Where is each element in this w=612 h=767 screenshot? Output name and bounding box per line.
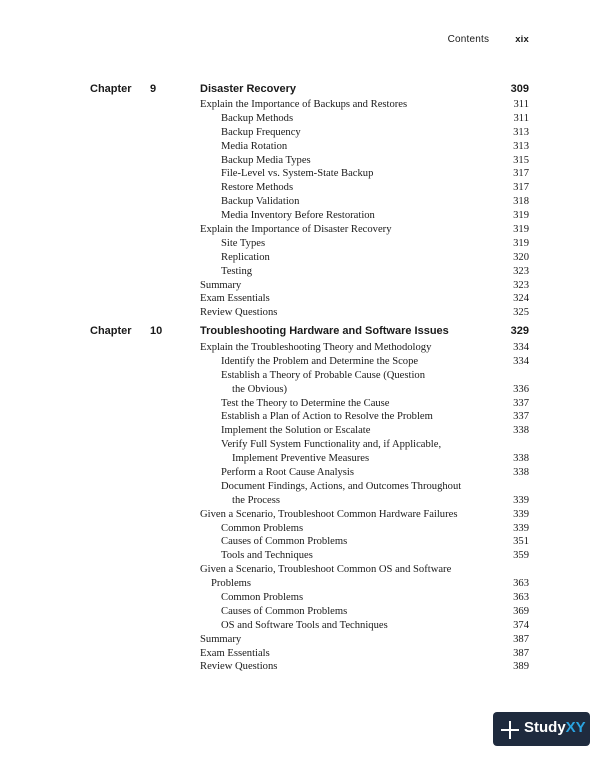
toc-entry[interactable]	[0, 195, 612, 209]
chapter-number: 9	[150, 83, 157, 95]
toc-entry[interactable]	[0, 292, 612, 306]
toc-entry-title: Exam Essentials	[200, 647, 270, 659]
plus-icon	[501, 721, 519, 739]
toc-entry[interactable]	[0, 438, 612, 452]
toc-entry-page: 338	[513, 425, 529, 437]
toc-entry-page: 339	[513, 522, 529, 534]
toc-entry[interactable]	[0, 591, 612, 605]
toc-entry[interactable]	[0, 306, 612, 320]
toc-entry-title: Site Types	[221, 237, 266, 249]
toc-entry-title: Summary	[200, 633, 242, 645]
toc-entry[interactable]	[0, 535, 612, 549]
toc-entry-page: 387	[513, 633, 529, 645]
toc-entry-title: the Obvious)	[232, 383, 288, 395]
toc-entry-page: 336	[513, 383, 529, 395]
toc-entry-page: 334	[513, 342, 529, 353]
chapter-page: 329	[510, 325, 529, 337]
toc-entry-page: 339	[513, 494, 529, 506]
toc-entry-title: Explain the Importance of Disaster Recovery	[200, 224, 392, 236]
toc-entry[interactable]	[0, 140, 612, 154]
running-head	[448, 34, 529, 45]
toc-entry-title: Explain the Importance of Backups and Restores	[200, 99, 408, 110]
toc-entry[interactable]	[0, 522, 612, 536]
toc-entry-title: Media Inventory Before Restoration	[221, 210, 375, 222]
toc-entry-title: Establish a Plan of Action to Resolve the Problem	[221, 411, 433, 423]
toc-entry-title: Identify the Problem and Determine the Scope	[221, 355, 419, 367]
toc-entry[interactable]	[0, 341, 612, 355]
toc-entry-page: 319	[513, 237, 529, 249]
toc-entry-page: 369	[513, 605, 529, 617]
toc-entry[interactable]	[0, 647, 612, 661]
toc-entry-title: Given a Scenario, Troubleshoot Common Hardware Failures	[200, 508, 458, 520]
toc-entry[interactable]	[0, 410, 612, 424]
toc-entry-title: Exam Essentials	[200, 293, 270, 305]
chapter-heading[interactable]	[0, 325, 612, 339]
toc-entry[interactable]	[0, 577, 612, 591]
toc-entry-title: the Process	[232, 494, 280, 506]
toc-entry-title: Explain the Troubleshooting Theory and Methodology	[200, 342, 432, 353]
toc-entry[interactable]	[0, 397, 612, 411]
studyxy-logo	[493, 712, 590, 746]
toc-entry[interactable]	[0, 112, 612, 126]
toc-entry-title: Backup Validation	[221, 196, 300, 208]
toc-entry-page: 363	[513, 578, 529, 590]
toc-entry[interactable]	[0, 167, 612, 181]
toc-entry-title: Document Findings, Actions, and Outcomes Throughout	[221, 480, 462, 492]
chapter-label: Chapter	[90, 83, 132, 95]
toc-entry-page: 339	[513, 508, 529, 520]
chapter-number: 10	[150, 325, 163, 337]
toc-entry[interactable]	[0, 549, 612, 563]
toc-entry-page: 317	[513, 168, 529, 180]
toc-entry[interactable]	[0, 480, 612, 494]
toc-entry-title: Backup Frequency	[221, 126, 301, 138]
toc-entry-title: Tools and Techniques	[221, 550, 313, 562]
toc-entry[interactable]	[0, 605, 612, 619]
toc-entry-page: 323	[513, 265, 529, 277]
toc-entry-page: 374	[513, 619, 529, 631]
toc-entry[interactable]	[0, 251, 612, 265]
toc-entry-page: 311	[513, 112, 529, 124]
chapter-heading[interactable]	[0, 83, 612, 97]
toc-entry-page: 320	[513, 251, 529, 263]
toc-entry-title: Review Questions	[200, 661, 278, 673]
toc-entry-page: 337	[513, 397, 529, 409]
toc-entry-title: Restore Methods	[221, 182, 294, 194]
toc-entry-title: Causes of Common Problems	[221, 536, 348, 548]
toc-entry-page: 319	[513, 210, 529, 222]
toc-entry-page: 338	[513, 467, 529, 479]
toc-entry-title: Test the Theory to Determine the Cause	[221, 397, 390, 409]
toc-entry[interactable]	[0, 265, 612, 279]
chapter-page: 309	[510, 83, 529, 95]
toc-entry[interactable]	[0, 452, 612, 466]
toc-entry[interactable]	[0, 619, 612, 633]
toc-entry-page: 334	[513, 355, 529, 367]
toc-entry-title: Common Problems	[221, 592, 304, 604]
toc-entry-title: Perform a Root Cause Analysis	[221, 467, 354, 479]
toc-entry-title: Verify Full System Functionality and, if Applicable,	[221, 439, 442, 451]
toc-entry[interactable]	[0, 383, 612, 397]
toc-entry-title: Replication	[221, 251, 270, 263]
toc-entry[interactable]	[0, 126, 612, 140]
toc-entry[interactable]	[0, 181, 612, 195]
toc-entry-page: 338	[513, 453, 529, 465]
toc-entry-title: Implement Preventive Measures	[232, 453, 370, 465]
toc-entry-title: Backup Media Types	[221, 154, 311, 166]
toc-entry[interactable]	[0, 154, 612, 168]
toc-entry-page: 319	[513, 224, 529, 236]
toc-entry-page: 313	[513, 140, 529, 152]
chapter-label: Chapter	[90, 325, 132, 337]
toc-entry-page: 324	[513, 293, 529, 305]
toc-entry-title: Given a Scenario, Troubleshoot Common OS and Software	[200, 564, 452, 576]
running-head-title: Contents	[447, 34, 490, 45]
toc-entry-page: 317	[513, 182, 529, 194]
toc-entry-page: 387	[513, 647, 529, 659]
toc-entry[interactable]	[0, 424, 612, 438]
toc-entry-title: Implement the Solution or Escalate	[221, 425, 371, 437]
toc-entry[interactable]	[0, 494, 612, 508]
toc-entry-title: Common Problems	[221, 522, 304, 534]
toc-entry-page: 313	[513, 126, 529, 138]
toc-entry-page: 389	[513, 661, 529, 673]
chapter-entries	[0, 341, 612, 674]
toc-entry[interactable]	[0, 98, 612, 112]
toc-entry-title: OS and Software Tools and Techniques	[221, 619, 388, 631]
chapter-title: Disaster Recovery	[200, 83, 297, 95]
toc-entry-title: File-Level vs. System-State Backup	[221, 168, 374, 180]
chapter-entries	[0, 98, 612, 320]
toc-entry-page: 325	[513, 307, 529, 319]
toc-entry-title: Establish a Theory of Probable Cause (Question	[221, 369, 425, 381]
toc-entry-title: Causes of Common Problems	[221, 605, 348, 617]
toc-entry[interactable]	[0, 633, 612, 647]
toc-entry-title: Backup Methods	[221, 112, 294, 124]
toc-entry-page: 315	[513, 154, 529, 166]
logo-wordmark: StudyXY	[524, 719, 586, 736]
toc-entry-title: Media Rotation	[221, 140, 288, 152]
toc-entry-page: 311	[513, 99, 529, 110]
toc-entry-page: 337	[513, 411, 529, 423]
toc-entry-page: 363	[513, 592, 529, 604]
toc-entry-page: 351	[513, 536, 529, 548]
toc-entry-title: Problems	[211, 578, 252, 590]
toc-entry-title: Testing	[221, 265, 253, 277]
toc-entry-page: 359	[513, 550, 529, 562]
toc-entry[interactable]	[0, 369, 612, 383]
toc-entry[interactable]	[0, 355, 612, 369]
chapter-title: Troubleshooting Hardware and Software Issues	[200, 325, 449, 337]
toc-entry[interactable]	[0, 237, 612, 251]
toc-entry[interactable]	[0, 563, 612, 577]
toc-entry[interactable]	[0, 223, 612, 237]
toc-entry[interactable]	[0, 660, 612, 674]
toc-entry-page: 318	[513, 196, 529, 208]
running-head-page-number: xix	[515, 34, 529, 45]
toc-entry-title: Summary	[200, 279, 242, 291]
toc-entry-page: 323	[513, 279, 529, 291]
toc-entry[interactable]	[0, 209, 612, 223]
toc-entry[interactable]	[0, 466, 612, 480]
toc-entry[interactable]	[0, 279, 612, 293]
toc-entry-title: Review Questions	[200, 307, 278, 319]
toc-entry[interactable]	[0, 508, 612, 522]
